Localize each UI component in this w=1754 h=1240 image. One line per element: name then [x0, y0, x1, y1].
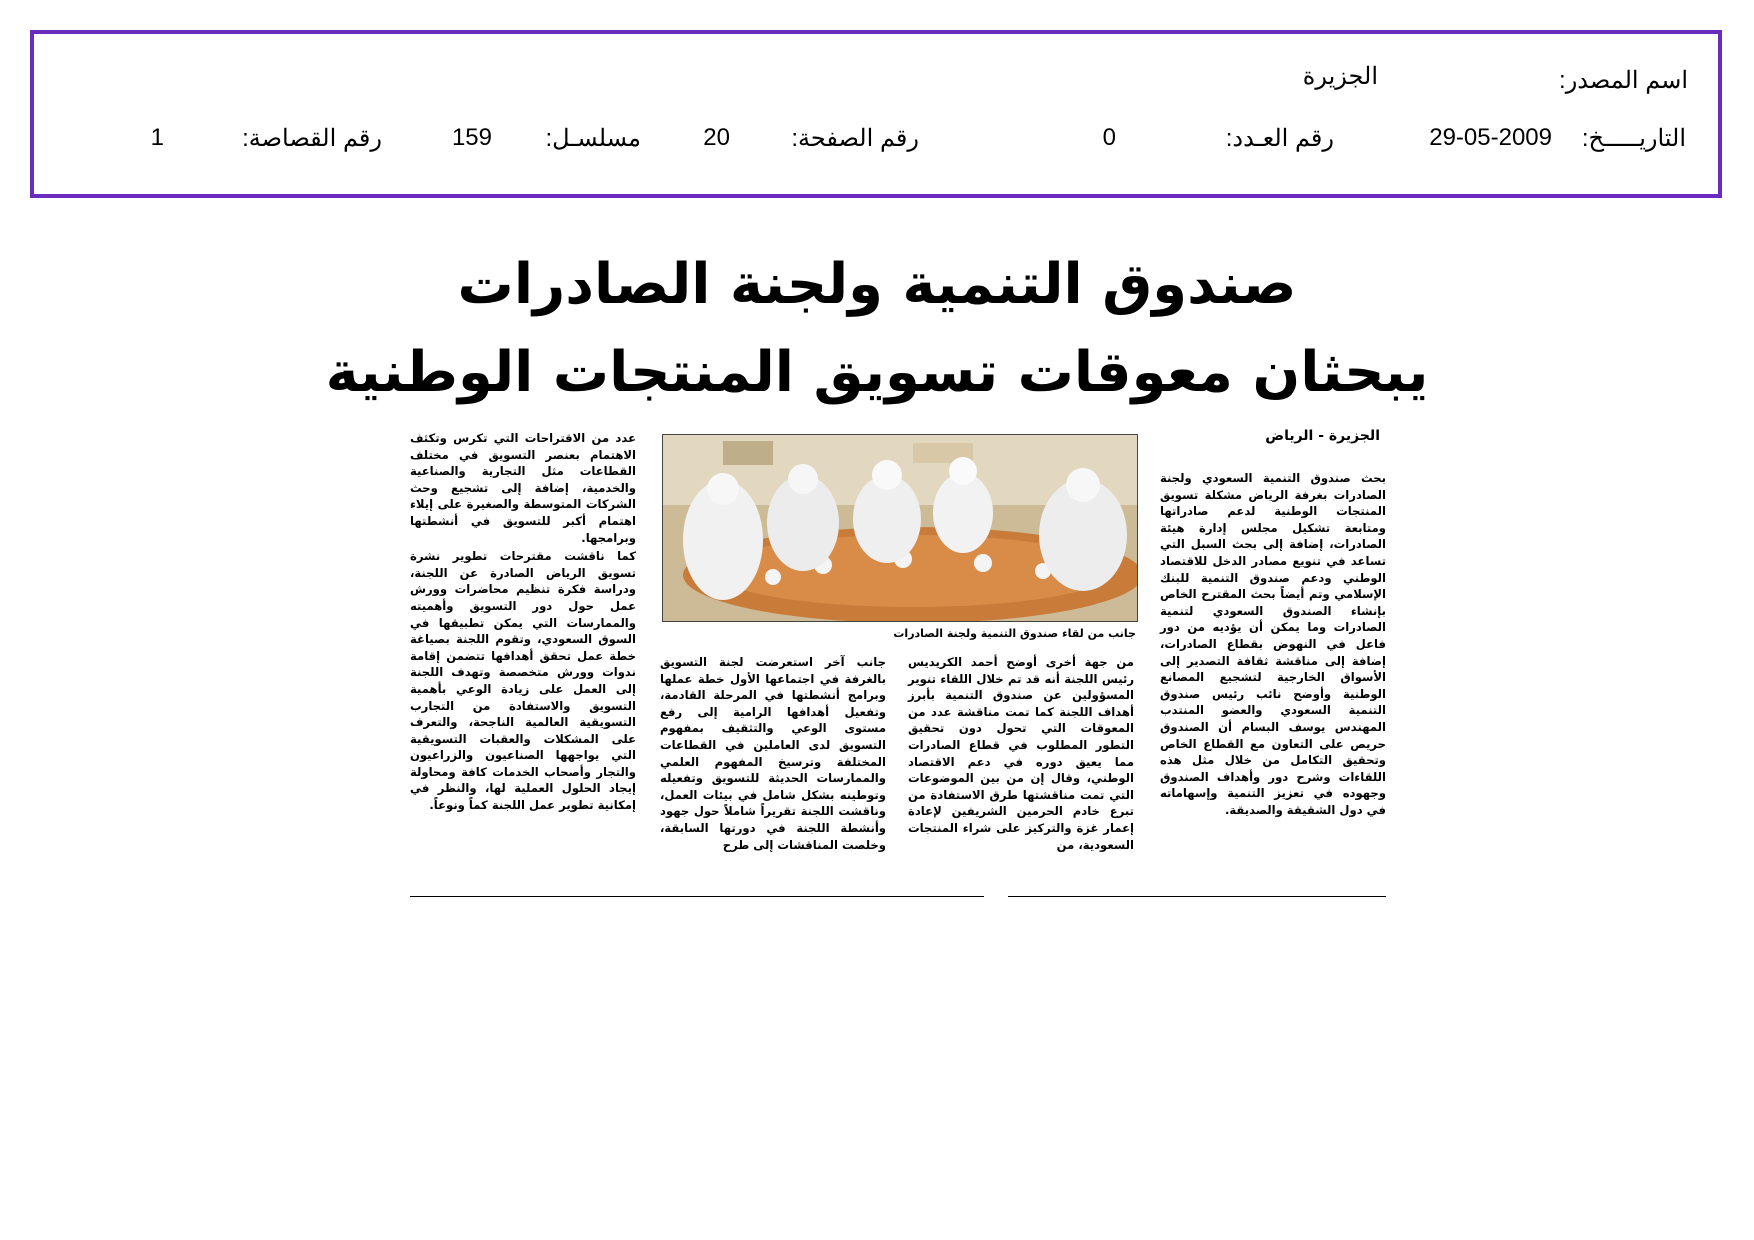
headline-line-2: يبحثان معوقات تسويق المنتجات الوطنية: [325, 340, 1429, 405]
column-2-text: من جهة أخرى أوضح أحمد الكريديس رئيس اللجنة أنه قد تم خلال اللقاء تنوير المسؤولين عن صندوق التنمية بأبرز أهداف اللجنة كما تمت مناقشة عدد من المعوقات التي تحول دون تحقيق التطور المطلوب في قطاع الصادرات مما يعيق دوره في دعم الاقتصاد الوطني، وقال إن من بين الموضوعات التي تمت مناقشتها طرق الاستفادة من تبرع خادم الحرمين الشريفين لإعادة إعمار غزة والتركيز على شراء المنتجات السعودية، من: [908, 655, 1134, 852]
article-photo: [662, 434, 1138, 622]
clip-label: رقم القصاصة:: [242, 125, 382, 152]
article-column-2: [908, 654, 1134, 855]
clip-value: 1: [150, 124, 164, 151]
page-label: رقم الصفحة:: [791, 125, 919, 152]
column-4-paragraph-2: كما ناقشت مقترحات تطوير نشرة تسويق الرياض الصادرة عن اللجنة، ودراسة فكرة تنظيم محاضرات وورش عمل حول دور التسويق وأهميته والممارسات التي يمكن تطبيقها في السوق السعودي، وتقوم اللجنة بصياغة خطة عمل تحقق أهدافها تتضمن إقامة ندوات وورش متخصصة وتهدف اللجنة إلى العمل على زيادة الوعي بأهمية التسويق والاستفادة من التجارب التسويقية العالمية الناجحة، والتعرف على المشكلات والعقبات التسويقية التي يواجهها الصناعيون والزراعيون والتجار وأصحاب الخدمات كافة ومحاولة إيجاد الحلول العملية لها، والنظر في إمكانية تطوير عمل اللجنة كماً ونوعاً.: [410, 549, 636, 813]
column-3-text: جانب آخر استعرضت لجنة التسويق بالغرفة في اجتماعها الأول خطة عملها وبرامج أنشطتها في المرحلة القادمة، وتفعيل أهدافها الرامية إلى رفع مستوى الوعي والتثقيف بمفهوم التسويق لدى العاملين في القطاعات المختلفة وترسيخ المفهوم العلمي والممارسات الحديثة للتسويق وتفعيله وتوطينه بشكل شامل في بيئات العمل، وناقشت اللجنة تقريراً شاملاً حول جهود وأنشطة اللجنة في دورتها السابقة، وخلصت المناقشات إلى طرح: [660, 655, 886, 852]
date-value: 29-05-2009: [1429, 124, 1552, 151]
bottom-rule-right: [1008, 896, 1386, 897]
column-4-paragraph-1: عدد من الاقتراحات التي تكرس وتكثف الاهتمام بعنصر التسويق في مختلف القطاعات مثل التجارية والصناعية والخدمية، إضافة إلى تشجيع وحث الشركات المتوسطة والصغيرة على إيلاء اهتمام أكبر للتسويق في أنشطتها وبرامجها.: [410, 431, 636, 545]
column-1-text: بحث صندوق التنمية السعودي ولجنة الصادرات بغرفة الرياض مشكلة تسويق المنتجات الوطنية لدعم صادراتها ومتابعة تشكيل مجلس إدارة هيئة الصادرات، إضافة إلى بحث السبل التي تساعد في تنويع مصادر الدخل للاقتصاد الوطني ودعم صندوق التنمية للبنك الإسلامي وتم أيضاً بحث المقترح الخاص بإنشاء الصندوق السعودي لتنمية الصادرات وما يمكن أن يؤديه من دور فاعل في النهوض بقطاع الصادرات، إضافة إلى مناقشة ثقافة التصدير إلى الأسواق الخارجية لتشجيع المصانع الوطنية وأوضح نائب رئيس صندوق التنمية السعودي والعضو المنتدب المهندس يوسف البسام أن الصندوق حريص على التعاون مع القطاع الخاص وتحقيق التكامل من خلال مثل هذه اللقاءات وشرح دور وأهداف الصندوق وجهوده في تعزيز التنمية وإسهاماته في دول الشقيقة والصديقة.: [1160, 471, 1386, 817]
article-column-1: [1160, 470, 1386, 820]
serial-value: 159: [451, 124, 492, 151]
meeting-photo-illustration: [663, 435, 1137, 621]
article-column-3: [660, 654, 886, 855]
metadata-box: [30, 30, 1722, 198]
source-label: اسم المصدر:: [1559, 67, 1688, 94]
bottom-rule-left: [410, 896, 984, 897]
page-value: 20: [703, 124, 730, 151]
date-label: التاريـــــخ:: [1581, 125, 1686, 152]
serial-label: مسلسـل:: [545, 125, 641, 152]
headline-line-1: صندوق التنمية ولجنة الصادرات: [457, 252, 1297, 317]
issue-value: 0: [1102, 124, 1116, 151]
article-column-4: [410, 430, 636, 816]
issue-label: رقم العـدد:: [1225, 125, 1334, 152]
photo-caption: جانب من لقاء صندوق التنمية ولجنة الصادرات: [893, 627, 1136, 640]
source-value: الجزيرة: [1302, 63, 1378, 90]
dateline: الجزيرة - الرياض: [1265, 428, 1380, 444]
